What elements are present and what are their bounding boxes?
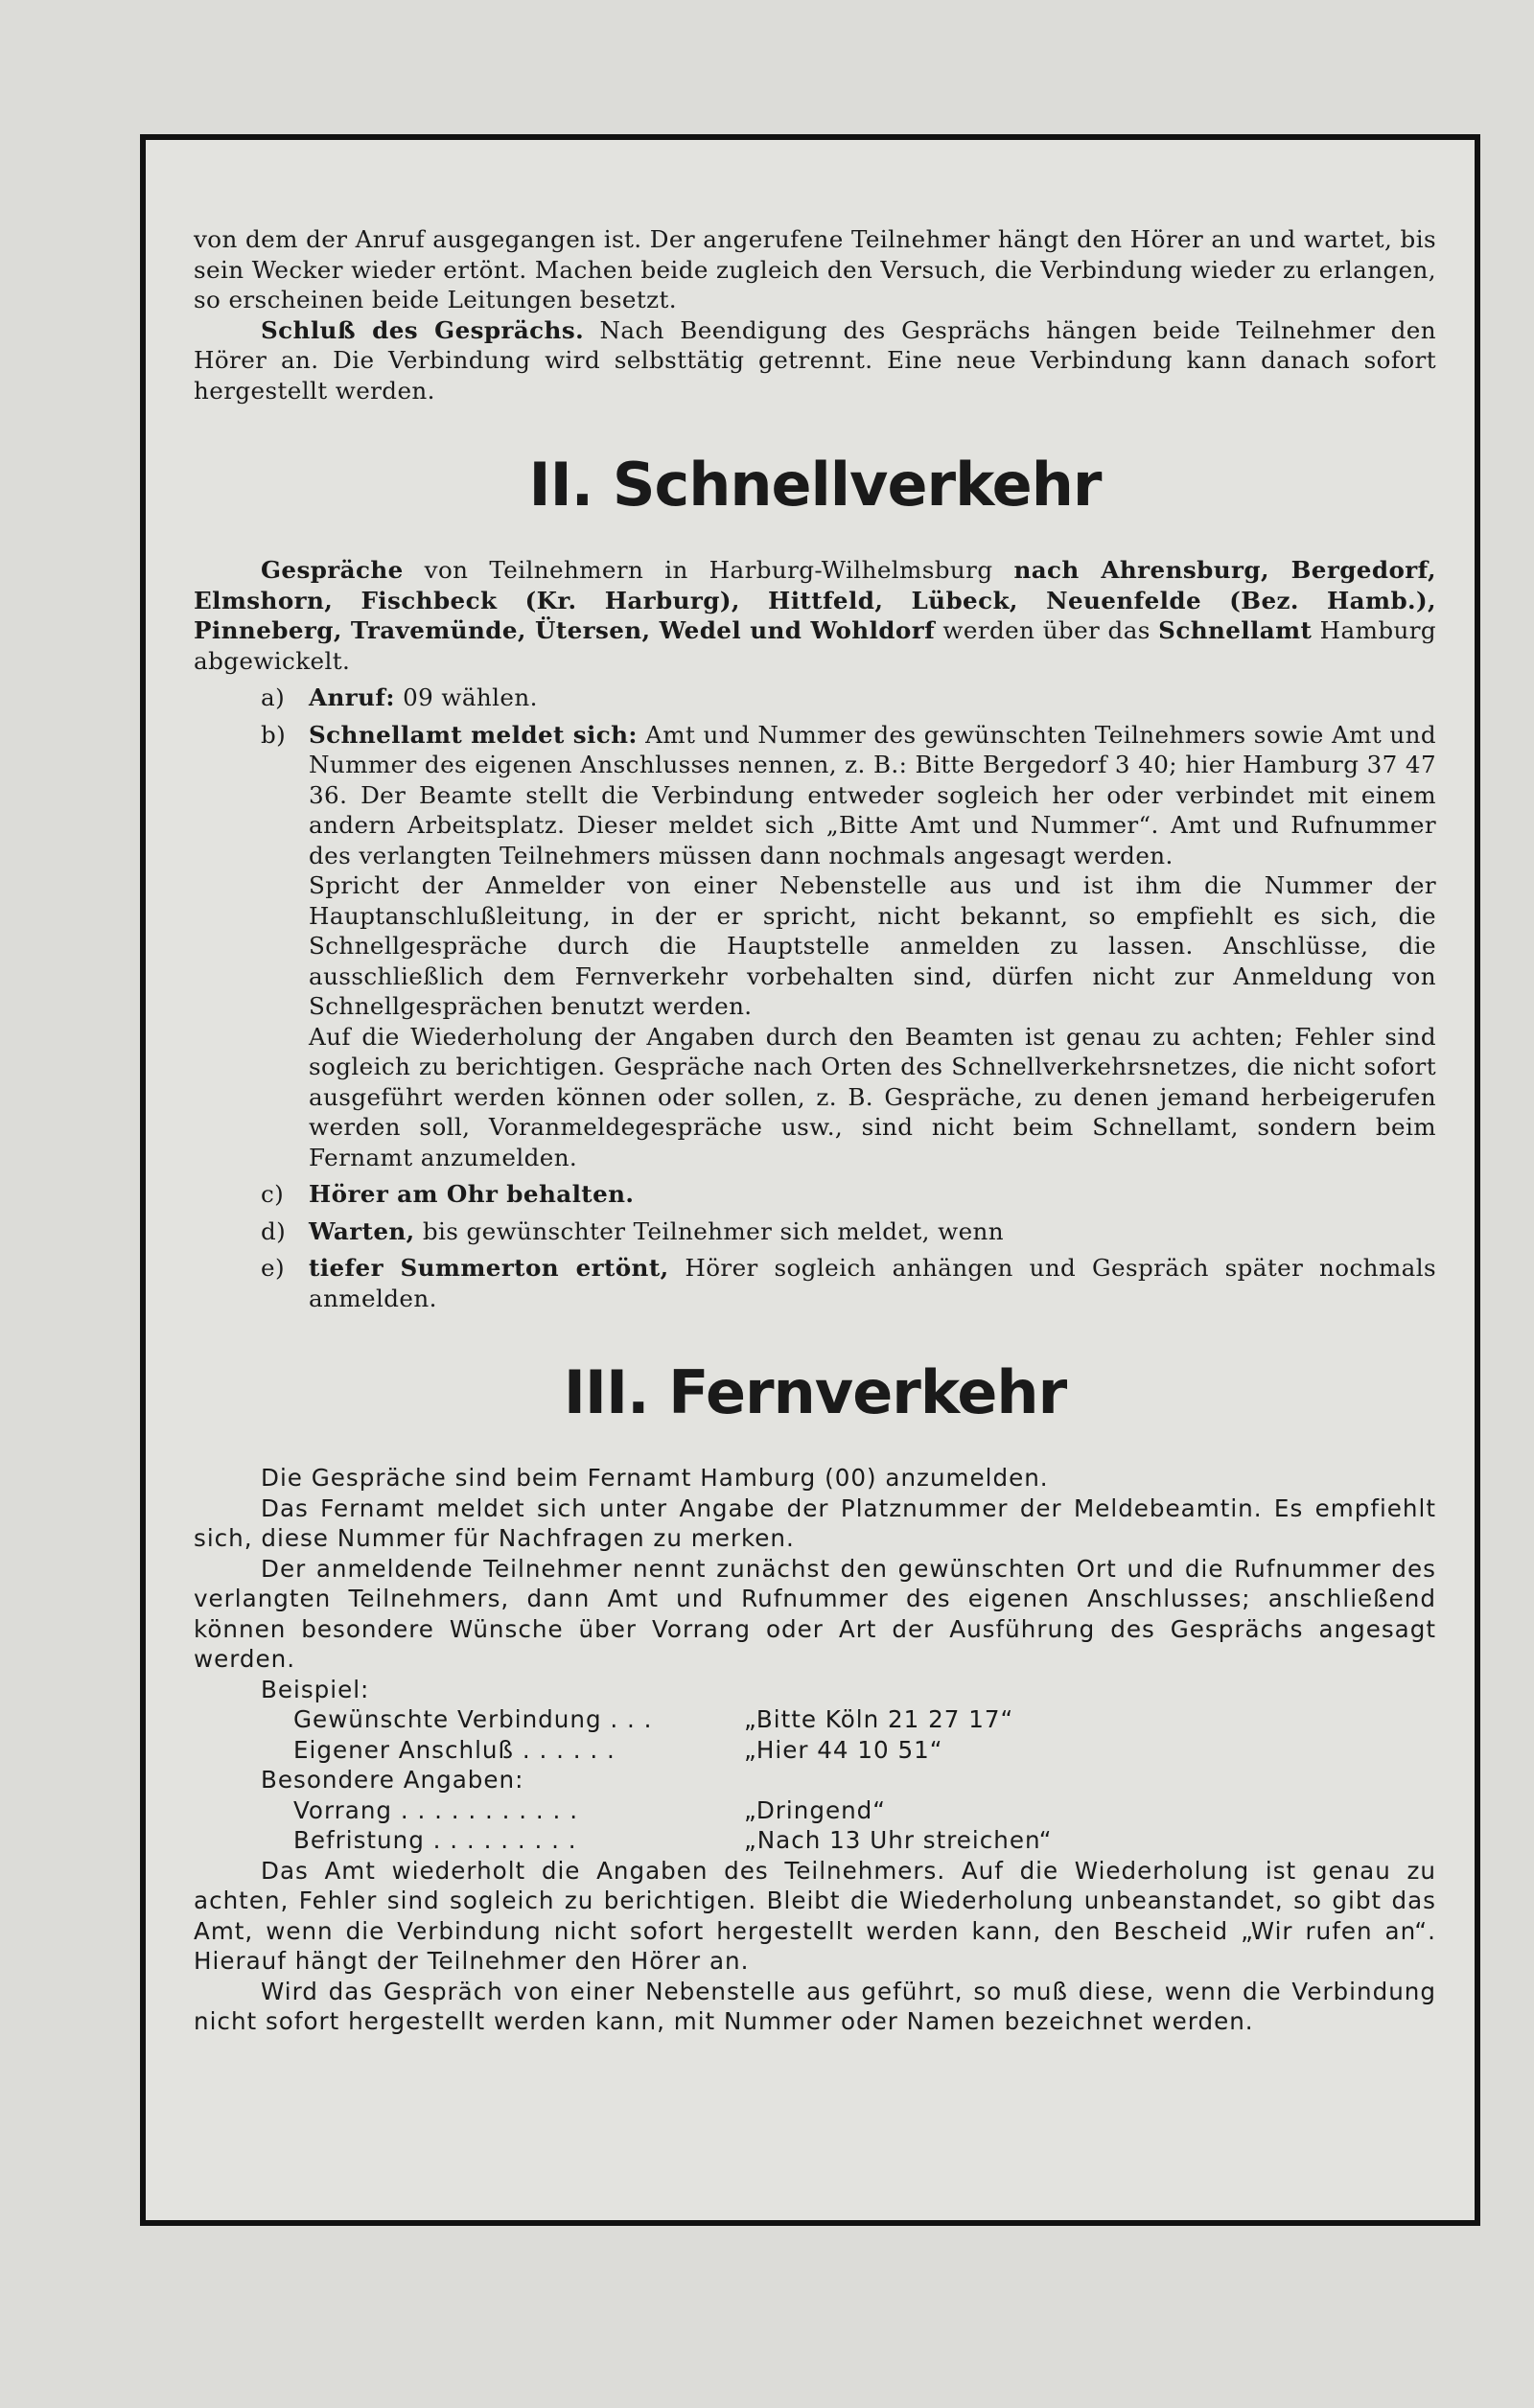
example-key: Gewünschte Verbindung . . . [293, 1705, 653, 1733]
list-item-body: bis gewünschter Teilnehmer sich meldet, wenn [414, 1216, 1005, 1245]
example-heading: Beispiel: [261, 1675, 370, 1703]
example-row [293, 1735, 1436, 1766]
lead-destinations: nach Ahrensburg, Bergedorf, Elmshorn, Fischbeck (Kr. Harburg), Hittfeld, Lübeck, Neuenfelde (Bez. Hamb.), Pinneberg, Travemünde, Ütersen, Wedel und Wohldorf [194, 556, 1437, 644]
special-value: „Dringend“ [744, 1795, 887, 1824]
special-value: „Nach 13 Uhr streichen“ [744, 1826, 1053, 1854]
lead-text-1: von Teilnehmern in Harburg-Wilhelmsburg [403, 556, 1014, 584]
list-item-b-paragraph-3: Auf die Wiederholung der Angaben durch den Beamten ist genau zu achten; Fehler sind sogleich zu berichtigen. Gespräche nach Orten des Schnellverkehrsnetzes, die nicht sofort ausgeführt werden können oder sollen, z. B. Gespräche, zu denen jemand herbeigerufen werden soll, Voranmeldegespräche usw., sind nicht beim Schnellamt, sondern beim Fernamt anzumelden. [309, 1022, 1436, 1171]
fernverkehr-paragraph-2: Das Fernamt meldet sich unter Angabe der Platznummer der Meldebeamtin. Es empfiehlt sich, diese Nummer für Nachfragen zu merken. [194, 1493, 1436, 1552]
list-item-label: a) [261, 683, 286, 711]
example-row [293, 1704, 1436, 1735]
list-item-label: e) [261, 1254, 285, 1282]
list-item-c [261, 1179, 1436, 1210]
list-item-text [309, 1179, 1436, 1210]
list-item-body: Hörer sogleich anhängen und Gespräch später nochmals anmelden. [309, 1254, 1436, 1312]
lead-text-3: Hamburg abgewickelt. [194, 616, 1436, 675]
list-item-a [261, 683, 1436, 713]
special-heading: Besondere Angaben: [261, 1766, 524, 1794]
list-item-b-paragraph-1 [309, 720, 1436, 871]
list-item-bold: Hörer am Ohr behalten. [309, 1180, 635, 1208]
list-item-body: 09 wählen. [394, 683, 538, 711]
list-item-label: d) [261, 1216, 287, 1245]
list-item-bold: Anruf: [309, 683, 395, 711]
section-title-fernverkehr: III. Fernverkehr [563, 1357, 1067, 1427]
lead-text-2: werden über das [935, 616, 1159, 644]
special-row [293, 1825, 1436, 1856]
end-of-call-paragraph [194, 315, 1436, 406]
special-key: Befristung . . . . . . . . . [293, 1826, 577, 1854]
fernverkehr-paragraph-3: Der anmeldende Teilnehmer nennt zunächst den gewünschten Ort und die Rufnummer des verlangten Teilnehmers, dann Amt und Rufnummer des eigenen Anschlusses; anschließend können besondere Wünsche über Vorrang oder Art der Ausführung des Gesprächs angesagt werden. [194, 1554, 1436, 1673]
special-row [293, 1795, 1436, 1826]
fernverkehr-paragraph-5: Wird das Gespräch von einer Nebenstelle aus geführt, so muß diese, wenn die Verbindung nicht sofort hergestellt werden kann, mit Nummer oder Namen bezeichnet werden. [194, 1977, 1436, 2035]
fernverkehr-paragraph-1: Die Gespräche sind beim Fernamt Hamburg (00) anzumelden. [261, 1464, 1049, 1492]
list-item-body: Amt und Nummer des gewünschten Teilnehmers sowie Amt und Nummer des eigenen Anschlusses nennen, z. B.: Bitte Bergedorf 3 40; hier Hamburg 37 47 36. Der Beamte stellt die Verbindung entweder sogleich her oder verbindet mit einem andern Arbeitsplatz. Dieser meldet sich „Bitte Amt und Nummer“. Amt und Rufnummer des verlangten Teilnehmers müssen dann nochmals angesagt werden. [309, 720, 1436, 869]
end-of-call-label: Schluß des Gesprächs. [261, 315, 585, 344]
list-item-e [261, 1253, 1436, 1313]
fernverkehr-paragraph-4: Das Amt wiederholt die Angaben des Teilnehmers. Auf die Wiederholung ist genau zu achten, Fehler sind sogleich zu berichtigen. Bleibt die Wiederholung unbeanstandet, so gibt das Amt, wenn die Verbindung nicht sofort hergestellt werden kann, den Bescheid „Wir rufen an“. Hierauf hängt der Teilnehmer den Hörer an. [194, 1856, 1436, 1975]
page-content [194, 224, 1436, 2037]
list-item-b-paragraph-2: Spricht der Anmelder von einer Nebenstelle aus und ist ihm die Nummer der Hauptanschlußleitung, in der er spricht, nicht bekannt, so empfiehlt es sich, die Schnellgespräche durch die Hauptstelle anmelden zu lassen. Anschlüsse, die ausschließlich dem Fernverkehr vorbehalten sind, dürfen nicht zur Anmeldung von Schnellgesprächen benutzt werden. [309, 871, 1436, 1020]
example-value: „Bitte Köln 21 27 17“ [744, 1705, 1014, 1733]
section-title-schnellverkehr: II. Schnellverkehr [528, 450, 1102, 520]
list-item-d [261, 1216, 1436, 1247]
list-item-text [309, 1253, 1436, 1313]
page-frame [140, 134, 1480, 2226]
lead-schnellamt: Schnellamt [1158, 616, 1313, 644]
list-item-text [309, 683, 1436, 713]
list-item-bold: tiefer Summerton ertönt, [309, 1254, 669, 1282]
schnellverkehr-lead [194, 555, 1436, 676]
list-item-label: b) [261, 720, 287, 749]
list-item-text [309, 720, 1436, 1173]
list-item-label: c) [261, 1180, 285, 1208]
intro-paragraph: von dem der Anruf ausgegangen ist. Der angerufene Teilnehmer hängt den Hörer an und wartet, bis sein Wecker wieder ertönt. Machen beide zugleich den Versuch, die Verbindung wieder zu erlangen, so erscheinen beide Leitungen besetzt. [194, 225, 1436, 313]
end-of-call-text: Nach Beendigung des Gesprächs hängen beide Teilnehmer den Hörer an. Die Verbindung wird selbsttätig getrennt. Eine neue Verbindung kann danach sofort hergestellt werden. [194, 315, 1436, 405]
list-item-b [261, 720, 1436, 1173]
example-key: Eigener Anschluß . . . . . . [293, 1735, 616, 1764]
lead-label: Gespräche [261, 556, 404, 584]
list-item-bold: Schnellamt meldet sich: [309, 720, 638, 749]
special-key: Vorrang . . . . . . . . . . . [293, 1795, 579, 1824]
list-item-text [309, 1216, 1436, 1247]
list-item-bold: Warten, [309, 1216, 415, 1245]
example-value: „Hier 44 10 51“ [744, 1735, 943, 1764]
